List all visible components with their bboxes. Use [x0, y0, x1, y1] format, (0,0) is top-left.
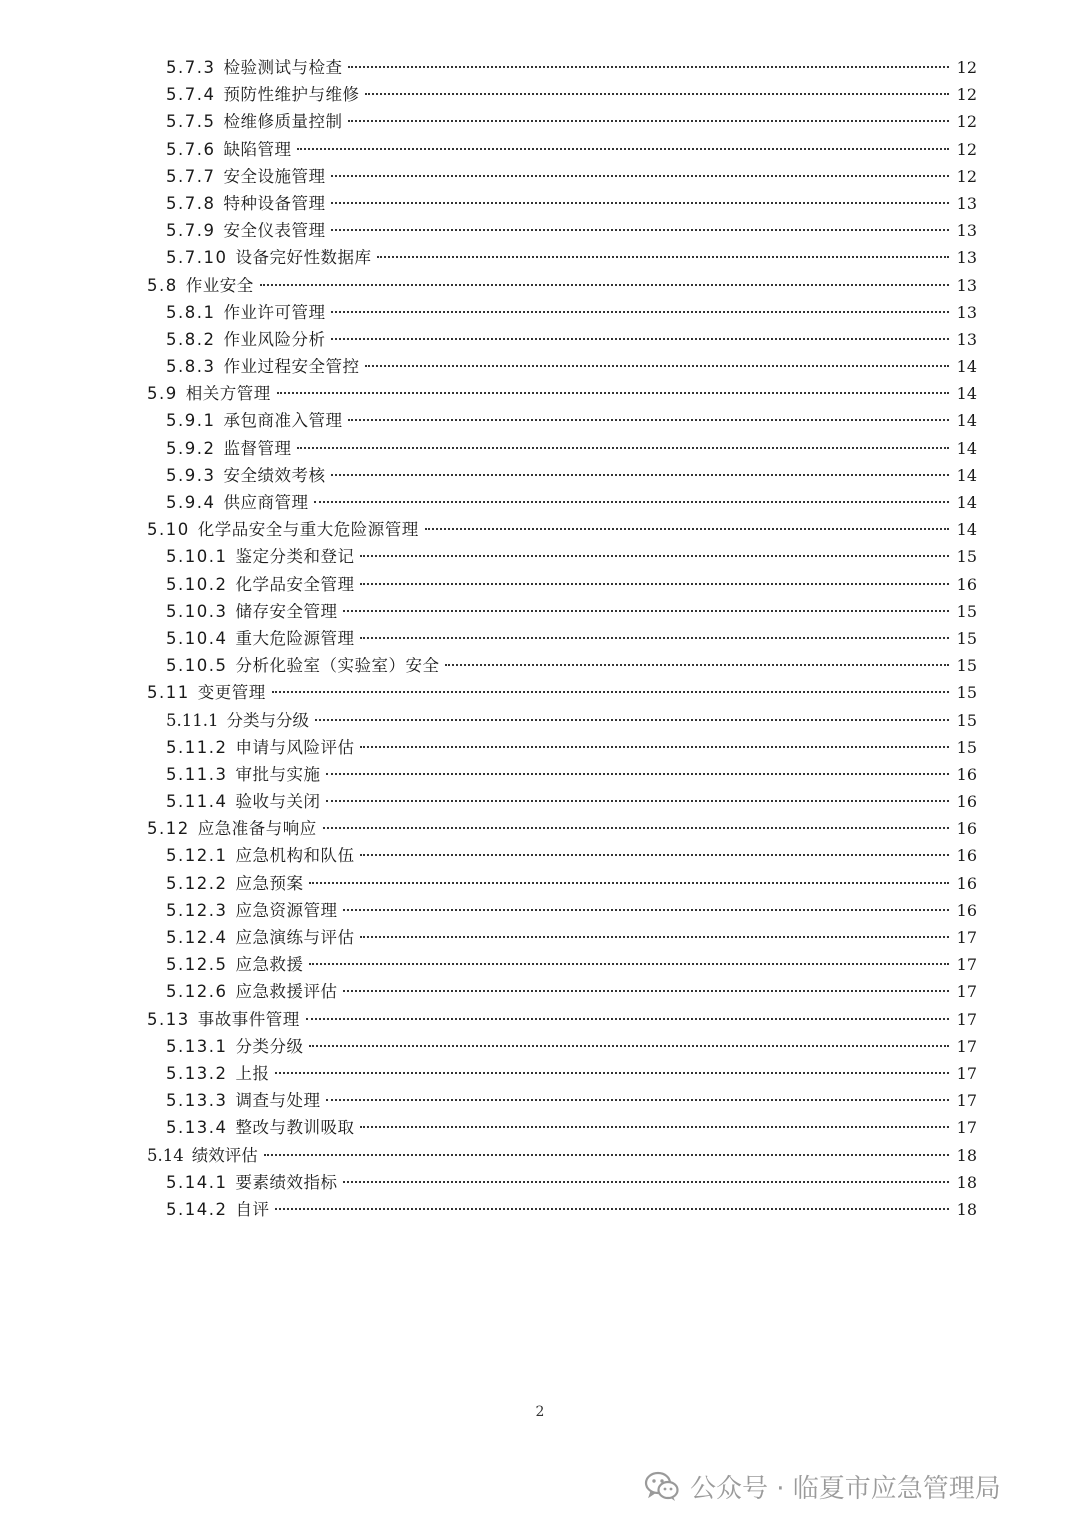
toc-subsection-row[interactable]	[0, 299, 1080, 326]
dot-leader	[360, 583, 949, 585]
toc-title: 安全绩效考核	[223, 465, 326, 485]
dot-leader	[272, 691, 949, 693]
wechat-icon	[644, 1470, 680, 1502]
toc-title: 鉴定分类和登记	[235, 547, 355, 567]
toc-page-number: 18	[956, 1172, 977, 1192]
toc-number: 5.9.4	[166, 493, 216, 512]
toc-title: 应急救援	[235, 955, 304, 975]
toc-entry	[0, 326, 977, 353]
toc-section-row[interactable]	[0, 1142, 1080, 1169]
toc-entry	[0, 598, 977, 625]
toc-subsection-row[interactable]	[0, 652, 1080, 679]
dot-leader	[360, 936, 949, 938]
toc-entry	[0, 489, 977, 516]
toc-subsection-row[interactable]	[0, 435, 1080, 462]
toc-title: 设备完好性数据库	[235, 248, 372, 268]
dot-leader	[326, 773, 949, 775]
toc-entry	[0, 951, 977, 978]
toc-page-number: 14	[956, 465, 977, 485]
dot-leader	[323, 827, 949, 829]
toc-page-number: 17	[956, 1009, 977, 1029]
dot-leader	[343, 1181, 949, 1183]
toc-title: 化学品安全管理	[235, 574, 355, 594]
toc-number: 5.10	[147, 520, 190, 540]
dot-leader	[360, 1126, 949, 1128]
toc-entry	[0, 407, 977, 434]
toc-subsection-row[interactable]	[0, 707, 1080, 734]
toc-subsection-row[interactable]	[0, 326, 1080, 353]
toc-page-number: 18	[956, 1145, 977, 1165]
dot-leader	[360, 746, 949, 748]
toc-entry	[0, 924, 977, 951]
toc-number: 5.10.5	[166, 656, 228, 676]
toc-subsection-row[interactable]	[0, 462, 1080, 489]
toc-entry	[0, 81, 977, 108]
toc-number: 5.10.1	[166, 547, 228, 567]
toc-page-number: 14	[956, 520, 977, 540]
toc-number: 5.12.4	[166, 928, 228, 947]
toc-page-number: 13	[956, 275, 977, 295]
toc-subsection-row[interactable]	[0, 1060, 1080, 1087]
toc-section-row[interactable]	[0, 272, 1080, 299]
dot-leader	[348, 419, 949, 421]
toc-subsection-row[interactable]	[0, 625, 1080, 652]
toc-subsection-row[interactable]	[0, 571, 1080, 598]
toc-subsection-row[interactable]	[0, 244, 1080, 271]
dot-leader	[331, 175, 949, 177]
toc-page-number: 15	[956, 710, 977, 730]
toc-subsection-row[interactable]	[0, 163, 1080, 190]
toc-subsection-row[interactable]	[0, 1196, 1080, 1223]
toc-title: 审批与实施	[235, 764, 321, 784]
toc-number: 5.11	[147, 683, 190, 703]
dot-leader	[326, 800, 949, 802]
toc-section-row[interactable]	[0, 1006, 1080, 1033]
toc-page-number: 15	[956, 601, 977, 621]
toc-title: 相关方管理	[185, 384, 271, 404]
dot-leader	[343, 990, 949, 992]
toc-number: 5.13.3	[166, 1091, 228, 1111]
toc-title: 自评	[235, 1199, 270, 1219]
toc-entry	[0, 707, 977, 734]
toc-page-number: 16	[956, 574, 977, 594]
toc-title: 应急机构和队伍	[235, 846, 355, 866]
toc-entry	[0, 734, 977, 761]
dot-leader	[260, 284, 949, 286]
toc-number: 5.9	[147, 384, 178, 404]
toc-number: 5.8	[147, 275, 178, 295]
toc-subsection-row[interactable]	[0, 897, 1080, 924]
toc-number: 5.11.1	[166, 710, 219, 730]
toc-title: 应急演练与评估	[235, 928, 355, 947]
dot-leader	[445, 664, 949, 666]
toc-title: 储存安全管理	[235, 601, 338, 621]
toc-number: 5.14.1	[166, 1172, 228, 1192]
toc-subsection-row[interactable]	[0, 1087, 1080, 1114]
toc-title: 特种设备管理	[223, 193, 326, 213]
dot-leader	[314, 501, 949, 503]
toc-page-number: 15	[956, 683, 977, 703]
toc-subsection-row[interactable]	[0, 734, 1080, 761]
toc-page-number: 15	[956, 737, 977, 757]
toc-subsection-row[interactable]	[0, 489, 1080, 516]
dot-leader	[425, 528, 949, 530]
toc-subsection-row[interactable]	[0, 788, 1080, 815]
toc-page-number: 16	[956, 873, 977, 893]
toc-subsection-row[interactable]	[0, 543, 1080, 570]
dot-leader	[309, 882, 949, 884]
watermark	[644, 1464, 1001, 1508]
toc-title: 验收与关闭	[235, 792, 321, 812]
toc-title: 事故事件管理	[197, 1009, 300, 1029]
toc-subsection-row[interactable]	[0, 190, 1080, 217]
table-of-contents	[0, 54, 1080, 1223]
toc-title: 监督管理	[223, 438, 292, 458]
dot-leader	[315, 719, 949, 721]
toc-subsection-row[interactable]	[0, 761, 1080, 788]
dot-leader	[309, 1045, 949, 1047]
toc-number: 5.7.7	[166, 166, 216, 186]
toc-title: 作业过程安全管控	[223, 357, 360, 377]
toc-number: 5.7.5	[166, 112, 216, 132]
toc-number: 5.12.3	[166, 900, 228, 920]
toc-page-number: 16	[956, 764, 977, 784]
toc-page-number: 12	[956, 58, 977, 77]
toc-page-number: 14	[956, 357, 977, 377]
dot-leader	[309, 963, 949, 965]
toc-entry	[0, 163, 977, 190]
toc-page-number: 13	[956, 329, 977, 349]
toc-page-number: 15	[956, 656, 977, 676]
toc-number: 5.8.3	[166, 357, 216, 377]
toc-subsection-row[interactable]	[0, 407, 1080, 434]
dot-leader	[365, 93, 949, 95]
toc-entry	[0, 516, 977, 543]
toc-entry	[0, 1114, 977, 1141]
dot-leader	[306, 1018, 949, 1020]
toc-entry	[0, 299, 977, 326]
toc-entry	[0, 353, 977, 380]
toc-subsection-row[interactable]	[0, 108, 1080, 135]
toc-number: 5.11.4	[166, 792, 228, 812]
toc-number: 5.12.2	[166, 873, 228, 893]
toc-entry	[0, 136, 977, 163]
toc-title: 申请与风险评估	[235, 737, 355, 757]
toc-entry	[0, 272, 977, 299]
toc-title: 变更管理	[197, 683, 266, 703]
toc-title: 化学品安全与重大危险源管理	[197, 520, 419, 540]
toc-number: 5.13.2	[166, 1063, 228, 1083]
dot-leader	[365, 365, 949, 367]
toc-title: 分析化验室（实验室）安全	[235, 656, 440, 676]
toc-section-row[interactable]	[0, 679, 1080, 706]
toc-page-number: 16	[956, 792, 977, 812]
dot-leader	[343, 610, 949, 612]
toc-page-number: 17	[956, 1091, 977, 1111]
toc-entry	[0, 217, 977, 244]
dot-leader	[331, 202, 949, 204]
toc-title: 作业风险分析	[223, 329, 326, 349]
dot-leader	[360, 555, 949, 557]
dot-leader	[326, 1099, 949, 1101]
toc-subsection-row[interactable]	[0, 1114, 1080, 1141]
toc-title: 上报	[235, 1063, 270, 1083]
toc-page-number: 14	[956, 384, 977, 404]
toc-number: 5.13.1	[166, 1036, 228, 1056]
toc-page-number: 17	[956, 928, 977, 947]
toc-number: 5.13	[147, 1009, 190, 1029]
toc-number: 5.7.9	[166, 221, 216, 241]
toc-page-number: 17	[956, 1036, 977, 1056]
toc-subsection-row[interactable]	[0, 870, 1080, 897]
toc-number: 5.7.4	[166, 85, 216, 105]
dot-leader	[277, 392, 949, 394]
toc-title: 应急准备与响应	[197, 819, 317, 839]
toc-number: 5.9.1	[166, 411, 216, 431]
toc-entry	[0, 1060, 977, 1087]
toc-section-row[interactable]	[0, 380, 1080, 407]
toc-entry	[0, 1006, 977, 1033]
dot-leader	[297, 447, 949, 449]
toc-title: 缺陷管理	[223, 139, 292, 159]
toc-page-number: 12	[956, 112, 977, 132]
toc-page-number: 12	[956, 166, 977, 186]
toc-section-row[interactable]	[0, 516, 1080, 543]
toc-title: 供应商管理	[223, 493, 309, 512]
toc-page-number: 17	[956, 982, 977, 1002]
toc-title: 预防性维护与维修	[223, 85, 360, 105]
toc-entry	[0, 1142, 977, 1169]
toc-entry	[0, 462, 977, 489]
toc-entry	[0, 1196, 977, 1223]
toc-page-number: 17	[956, 1118, 977, 1138]
toc-number: 5.10.3	[166, 601, 228, 621]
toc-subsection-row[interactable]	[0, 353, 1080, 380]
toc-subsection-row[interactable]	[0, 54, 1080, 81]
toc-number: 5.10.4	[166, 628, 228, 648]
toc-page-number: 17	[956, 1063, 977, 1083]
toc-title: 重大危险源管理	[235, 628, 355, 648]
dot-leader	[360, 854, 949, 856]
toc-number: 5.10.2	[166, 574, 228, 594]
toc-subsection-row[interactable]	[0, 136, 1080, 163]
dot-leader	[331, 338, 949, 340]
toc-entry	[0, 1087, 977, 1114]
toc-subsection-row[interactable]	[0, 81, 1080, 108]
toc-number: 5.13.4	[166, 1118, 228, 1138]
toc-entry	[0, 978, 977, 1005]
toc-page-number: 13	[956, 302, 977, 322]
toc-page-number: 13	[956, 193, 977, 213]
toc-entry	[0, 652, 977, 679]
toc-title: 作业安全	[185, 275, 254, 295]
toc-page-number: 15	[956, 628, 977, 648]
toc-page-number: 12	[956, 139, 977, 159]
toc-title: 调查与处理	[235, 1091, 321, 1111]
toc-entry	[0, 1033, 977, 1060]
toc-page-number: 13	[956, 248, 977, 268]
toc-entry	[0, 897, 977, 924]
toc-title: 要素绩效指标	[235, 1172, 338, 1192]
toc-number: 5.12	[147, 819, 190, 839]
toc-title: 绩效评估	[191, 1145, 258, 1165]
toc-entry	[0, 1169, 977, 1196]
toc-page-number: 15	[956, 547, 977, 567]
toc-entry	[0, 380, 977, 407]
toc-entry	[0, 761, 977, 788]
toc-title: 检维修质量控制	[223, 112, 343, 132]
toc-entry	[0, 571, 977, 598]
toc-number: 5.12.5	[166, 955, 228, 975]
toc-section-row[interactable]	[0, 815, 1080, 842]
toc-number: 5.7.10	[166, 248, 228, 268]
toc-subsection-row[interactable]	[0, 951, 1080, 978]
toc-page-number: 16	[956, 900, 977, 920]
page-number: 2	[535, 1404, 545, 1420]
toc-page-number: 14	[956, 438, 977, 458]
toc-page-number: 16	[956, 846, 977, 866]
dot-leader	[331, 311, 949, 313]
toc-number: 5.7.6	[166, 139, 216, 159]
toc-number: 5.11.2	[166, 737, 228, 757]
toc-entry	[0, 625, 977, 652]
toc-entry	[0, 190, 977, 217]
toc-entry	[0, 435, 977, 462]
toc-page-number: 12	[956, 85, 977, 105]
toc-title: 应急救援评估	[235, 982, 338, 1002]
toc-number: 5.12.6	[166, 982, 228, 1002]
toc-subsection-row[interactable]	[0, 1033, 1080, 1060]
toc-entry	[0, 815, 977, 842]
toc-title: 检验测试与检查	[223, 58, 343, 77]
dot-leader	[343, 909, 949, 911]
toc-number: 5.8.2	[166, 329, 216, 349]
toc-subsection-row[interactable]	[0, 598, 1080, 625]
toc-title: 安全仪表管理	[223, 221, 326, 241]
toc-title: 承包商准入管理	[223, 411, 343, 431]
toc-number: 5.14.2	[166, 1199, 228, 1219]
toc-entry	[0, 54, 977, 81]
dot-leader	[264, 1154, 949, 1156]
watermark-text: 公众号 · 临夏市应急管理局	[690, 1473, 1001, 1504]
toc-title: 应急预案	[235, 873, 304, 893]
toc-page-number: 13	[956, 221, 977, 241]
toc-title: 安全设施管理	[223, 166, 326, 186]
dot-leader	[297, 148, 949, 150]
toc-entry	[0, 543, 977, 570]
toc-subsection-row[interactable]	[0, 217, 1080, 244]
toc-number: 5.9.2	[166, 438, 216, 458]
toc-number: 5.11.3	[166, 764, 228, 784]
dot-leader	[348, 66, 949, 68]
toc-title: 整改与教训吸取	[235, 1118, 355, 1138]
toc-page-number: 14	[956, 411, 977, 431]
toc-title: 分类分级	[235, 1036, 304, 1056]
toc-subsection-row[interactable]	[0, 842, 1080, 869]
toc-subsection-row[interactable]	[0, 1169, 1080, 1196]
toc-title: 分类与分级	[226, 710, 309, 730]
toc-entry	[0, 679, 977, 706]
toc-title: 作业许可管理	[223, 302, 326, 322]
toc-subsection-row[interactable]	[0, 924, 1080, 951]
toc-entry	[0, 870, 977, 897]
dot-leader	[348, 120, 949, 122]
dot-leader	[377, 256, 949, 258]
toc-number: 5.9.3	[166, 465, 216, 485]
toc-number: 5.8.1	[166, 302, 216, 322]
dot-leader	[331, 474, 949, 476]
toc-entry	[0, 842, 977, 869]
dot-leader	[275, 1072, 949, 1074]
toc-page-number: 17	[956, 955, 977, 975]
toc-page-number: 18	[956, 1199, 977, 1219]
toc-number: 5.7.8	[166, 193, 216, 213]
dot-leader	[331, 229, 949, 231]
toc-subsection-row[interactable]	[0, 978, 1080, 1005]
toc-number: 5.12.1	[166, 846, 228, 866]
toc-entry	[0, 788, 977, 815]
dot-leader	[275, 1208, 949, 1210]
toc-entry	[0, 244, 977, 271]
toc-title: 应急资源管理	[235, 900, 338, 920]
toc-page-number: 14	[956, 493, 977, 512]
dot-leader	[360, 637, 949, 639]
toc-number: 5.14	[147, 1145, 184, 1165]
toc-number: 5.7.3	[166, 58, 216, 77]
toc-entry	[0, 108, 977, 135]
toc-page-number: 16	[956, 819, 977, 839]
